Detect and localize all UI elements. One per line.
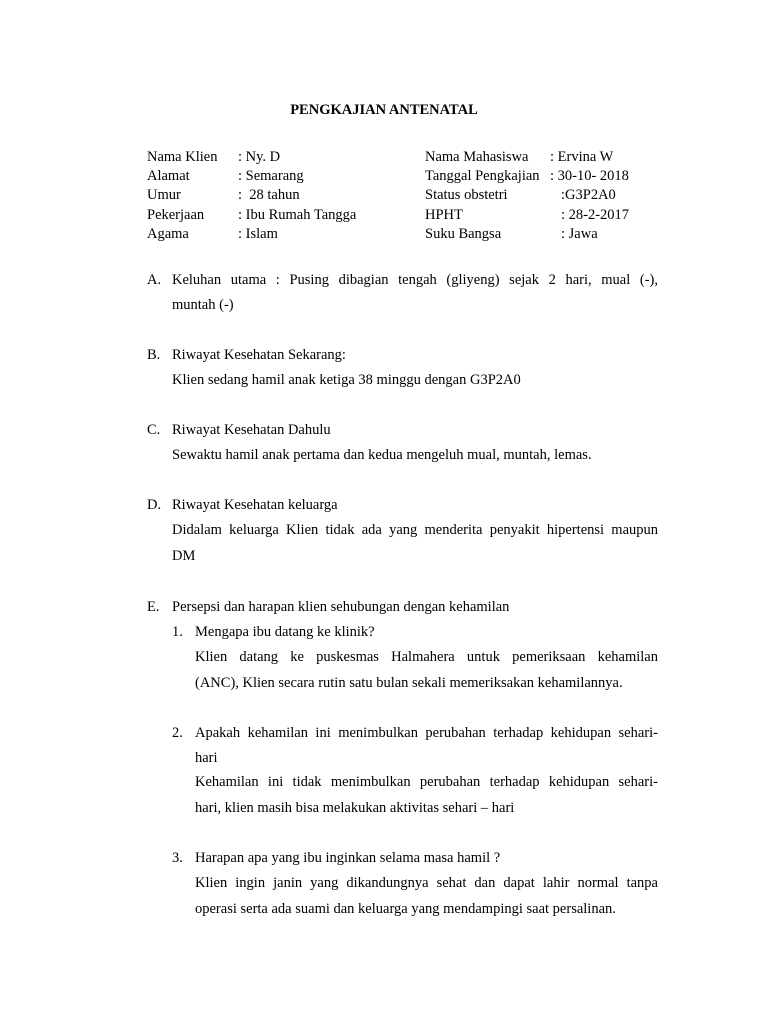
section-e-item-3-question: Harapan apa yang ibu inginkan selama masa hamil ? — [195, 850, 501, 866]
section-e-item-1-question: Mengapa ibu datang ke klinik? — [195, 624, 375, 640]
section-e-item-3-answer-line-1: Klien ingin janin yang dikandungnya sehat dan dapat lahir normal tanpa — [195, 875, 658, 891]
section-d-title: Riwayat Kesehatan keluarga — [172, 497, 338, 513]
section-e-title: Persepsi dan harapan klien sehubungan dengan kehamilan — [172, 599, 510, 615]
section-d-body-line-2: DM — [172, 548, 196, 564]
identity-value-agama: : Islam — [238, 226, 278, 242]
section-b-marker: B. — [147, 347, 161, 363]
section-a-line-2: muntah (-) — [172, 297, 234, 313]
identity-value-alamat: : Semarang — [238, 168, 304, 184]
section-e-item-1-answer-line-1: Klien datang ke puskesmas Halmahera untuk pemeriksaan kehamilan — [195, 649, 658, 665]
section-e-item-1-answer-line-2: (ANC), Klien secara rutin satu bulan sekali memeriksakan kehamilannya. — [195, 675, 623, 691]
document-title: PENGKAJIAN ANTENATAL — [290, 102, 478, 118]
section-b-title: Riwayat Kesehatan Sekarang: — [172, 347, 346, 363]
section-c-body: Sewaktu hamil anak pertama dan kedua mengeluh mual, muntah, lemas. — [172, 447, 592, 463]
identity-label-umur: Umur — [147, 187, 181, 203]
section-e-item-2-number: 2. — [172, 725, 183, 741]
section-c-marker: C. — [147, 422, 161, 438]
section-e-item-2-answer-line-2: hari, klien masih bisa melakukan aktivitas sehari – hari — [195, 800, 515, 816]
section-e-item-2-question-line-2: hari — [195, 750, 218, 766]
identity-value-nama-klien: : Ny. D — [238, 149, 281, 165]
section-a-line-1: Keluhan utama : Pusing dibagian tengah (gliyeng) sejak 2 hari, mual (-), — [172, 272, 658, 288]
identity-value-status-obstetri: :G3P2A0 — [561, 187, 616, 203]
section-e-item-2-answer-line-1: Kehamilan ini tidak menimbulkan perubahan terhadap kehidupan sehari- — [195, 774, 658, 790]
section-e-item-2-question-line-1: Apakah kehamilan ini menimbulkan perubahan terhadap kehidupan sehari- — [195, 725, 658, 741]
identity-label-nama-mahasiswa: Nama Mahasiswa — [425, 149, 529, 165]
identity-value-pekerjaan: : Ibu Rumah Tangga — [238, 207, 357, 223]
section-b-body: Klien sedang hamil anak ketiga 38 minggu dengan G3P2A0 — [172, 372, 521, 388]
section-e-item-3-number: 3. — [172, 850, 183, 866]
identity-label-tanggal-pengkajian: Tanggal Pengkajian — [425, 168, 540, 184]
section-e-item-1-number: 1. — [172, 624, 183, 640]
identity-label-status-obstetri: Status obstetri — [425, 187, 508, 203]
identity-label-suku-bangsa: Suku Bangsa — [425, 226, 502, 242]
identity-label-agama: Agama — [147, 226, 189, 242]
identity-label-hpht: HPHT — [425, 207, 463, 223]
section-e-item-3-answer-line-2: operasi serta ada suami dan keluarga yang mendampingi saat persalinan. — [195, 901, 616, 917]
section-e-marker: E. — [147, 599, 160, 615]
identity-value-umur: : 28 tahun — [238, 187, 300, 203]
identity-value-tanggal-pengkajian: : 30-10- 2018 — [550, 168, 629, 184]
section-d-body-line-1: Didalam keluarga Klien tidak ada yang menderita penyakit hipertensi maupun — [172, 522, 658, 538]
section-a-marker: A. — [147, 272, 162, 288]
section-d-marker: D. — [147, 497, 162, 513]
identity-value-nama-mahasiswa: : Ervina W — [550, 149, 614, 165]
identity-label-alamat: Alamat — [147, 168, 190, 184]
identity-label-pekerjaan: Pekerjaan — [147, 207, 205, 223]
identity-value-hpht: : 28-2-2017 — [561, 207, 630, 223]
identity-value-suku-bangsa: : Jawa — [561, 226, 598, 242]
identity-label-nama-klien: Nama Klien — [147, 149, 218, 165]
section-c-title: Riwayat Kesehatan Dahulu — [172, 422, 331, 438]
